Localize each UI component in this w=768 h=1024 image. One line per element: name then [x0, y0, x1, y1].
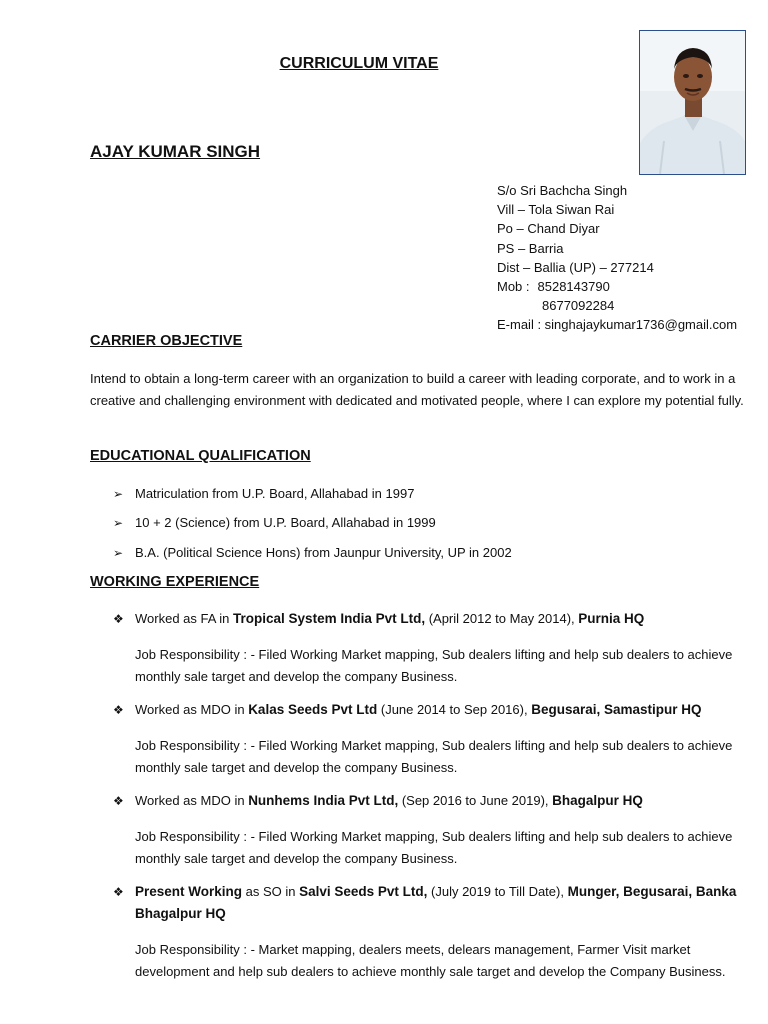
- job-prefix: Worked as MDO in: [135, 793, 249, 808]
- job-title-line: [135, 608, 760, 630]
- diamond-bullet-icon: ❖: [113, 794, 124, 808]
- job-location: Munger, Begusarai, Banka Bhagalpur HQ: [135, 884, 737, 921]
- job-responsibility: Job Responsibility : - Filed Working Market mapping, Sub dealers lifting and help sub dealers to achieve monthly sale target and develop the company Business.: [135, 647, 733, 684]
- mobile-line: [497, 277, 737, 296]
- education-item: 10 + 2 (Science) from U.P. Board, Allahabad in 1999: [135, 515, 436, 530]
- job-period: (April 2012 to May 2014),: [425, 611, 579, 626]
- diamond-bullet-icon: ❖: [113, 612, 124, 626]
- document-title: CURRICULUM VITAE: [279, 55, 439, 72]
- address-line: Dist – Ballia (UP) – 277214: [497, 259, 654, 275]
- address-line: Po – Chand Diyar: [497, 221, 600, 237]
- address-line: S/o Sri Bachcha Singh: [497, 183, 628, 198]
- mobile-number-1: 8528143790: [537, 279, 610, 295]
- objective-text: Intend to obtain a long-term career with an organization to build a career with leading corporate, and to work in a creative and challenging environment with dedicated and motivated people, where I can explore my potential fully.: [90, 371, 744, 408]
- job-present: Present Working: [135, 884, 243, 899]
- email-line: E-mail : singhajaykumar1736@gmail.com: [497, 317, 738, 333]
- job-prefix: as SO in: [242, 884, 300, 899]
- job-period: (July 2019 to Till Date),: [427, 884, 568, 899]
- job-location: Begusarai, Samastipur HQ: [531, 702, 702, 717]
- candidate-name: AJAY KUMAR SINGH: [90, 142, 261, 161]
- job-company: Kalas Seeds Pvt Ltd: [248, 702, 378, 717]
- diamond-bullet-icon: ❖: [113, 703, 124, 717]
- address-line: Vill – Tola Siwan Rai: [497, 202, 615, 218]
- profile-photo: [639, 30, 746, 175]
- job-title-line: [135, 699, 760, 721]
- job-responsibility: Job Responsibility : - Filed Working Market mapping, Sub dealers lifting and help sub dealers to achieve monthly sale target and develop the company Business.: [135, 829, 733, 866]
- job-company: Tropical System India Pvt Ltd,: [233, 611, 426, 626]
- education-item: B.A. (Political Science Hons) from Jaunpur University, UP in 2002: [135, 545, 512, 560]
- job-period: (Sep 2016 to June 2019),: [398, 793, 553, 808]
- job-company: Salvi Seeds Pvt Ltd,: [299, 884, 428, 899]
- job-location: Purnia HQ: [578, 611, 645, 626]
- arrowhead-bullet-icon: ➢: [113, 546, 124, 560]
- profile-photo-image: [640, 31, 745, 174]
- job-company: Nunhems India Pvt Ltd,: [248, 793, 399, 808]
- experience-heading: WORKING EXPERIENCE: [90, 574, 260, 590]
- job-title-line: [135, 790, 760, 812]
- objective-heading: CARRIER OBJECTIVE: [90, 333, 243, 349]
- job-prefix: Worked as MDO in: [135, 702, 249, 717]
- job-prefix: Worked as FA in: [135, 611, 234, 626]
- job-title-line: [135, 881, 760, 924]
- job-responsibility: Job Responsibility : - Market mapping, dealers meets, delears management, Farmer Visit market development and help sub dealers to achieve monthly sale target and develop the Company Business.: [135, 942, 726, 979]
- diamond-bullet-icon: ❖: [113, 885, 124, 899]
- address-block: [497, 181, 737, 335]
- education-heading: EDUCATIONAL QUALIFICATION: [90, 448, 311, 464]
- arrowhead-bullet-icon: ➢: [113, 487, 124, 501]
- mobile-number-2: 8677092284: [542, 298, 615, 314]
- mobile-label: Mob :: [497, 279, 530, 295]
- job-period: (June 2014 to Sep 2016),: [377, 702, 532, 717]
- mobile-line-2: [497, 296, 737, 315]
- address-line: PS – Barria: [497, 240, 564, 256]
- education-item: Matriculation from U.P. Board, Allahabad in 1997: [135, 486, 415, 501]
- job-responsibility: Job Responsibility : - Filed Working Market mapping, Sub dealers lifting and help sub dealers to achieve monthly sale target and develop the company Business.: [135, 738, 733, 775]
- job-location: Bhagalpur HQ: [552, 793, 643, 808]
- arrowhead-bullet-icon: ➢: [113, 516, 124, 530]
